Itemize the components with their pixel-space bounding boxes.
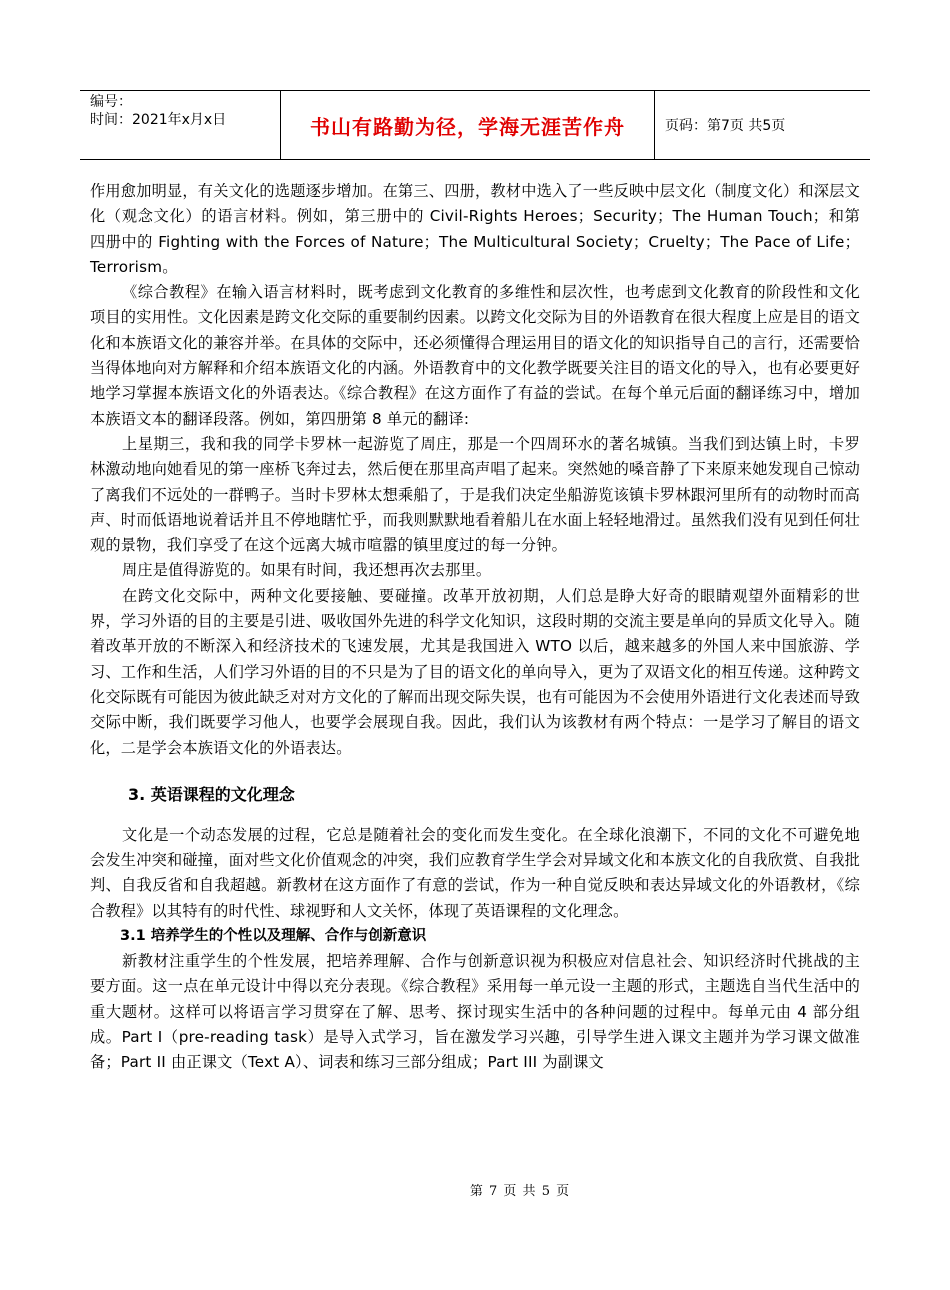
- header-page-cell: [655, 91, 870, 159]
- section-spacer: [90, 809, 860, 823]
- paragraph-5: 新教材注重学生的个性发展，把培养理解、合作与创新意识视为积极应对信息社会、知识经济时代挑战的主要方面。这一点在单元设计中得以充分表现。《综合教程》采用每一单元设一主题的形式，主题选自当代生活中的重大题材。这样可以将语言学习贯穿在了解、思考、探讨现实生活中的各种问题的过程中。每单元由 4 部分组成。Part I（pre-reading task）是导入式学习，旨在激发学习兴趣，引导学生进入课文主题并为学习课文做准备；Part II 由正课文（Text A）、词表和练习三部分组成；Part III 为副课文: [90, 952, 860, 1072]
- paragraph-2: 《综合教程》在输入语言材料时，既考虑到文化教育的多维性和层次性，也考虑到文化教育的阶段性和文化项目的实用性。文化因素是跨文化交际的重要制约因素。以跨文化交际为目的外语教育在很大程度上应是目的语文化和本族语文化的兼容并举。在具体的交际中，还必须懂得合理运用目的语文化的知识指导自己的言行，还需要恰当得体地向对方解释和介绍本族语文化的内涵。外语教育中的文化教学既要关注目的语文化的导入，也有必要更好地学习掌握本族语文化的外语表达。《综合教程》在这方面作了有益的尝试。在每个单元后面的翻译练习中，增加本族语文本的翻译段落。例如，第四册第 8 单元的翻译:: [90, 283, 860, 428]
- footer-page-number: 第 7 页 共 5 页: [469, 1184, 571, 1199]
- page-footer: [0, 1180, 950, 1199]
- header-motto-cell: [281, 91, 655, 159]
- header-table: [80, 90, 870, 160]
- subsection-heading-3-1: 3.1 培养学生的个性以及理解、合作与创新意识: [120, 928, 427, 945]
- paragraph-4: 文化是一个动态发展的过程，它总是随着社会的变化而发生变化。在全球化浪潮下，不同的文化不可避免地会发生冲突和碰撞，面对些文化价值观念的冲突，我们应教育学生学会对异域文化和本族文化的自我欣赏、自我批判、自我反省和自我超越。新教材在这方面作了有意的尝试，作为一种自觉反映和表达异域文化的外语教材，《综合教程》以其特有的时代性、球视野和人文关怀，体现了英语课程的文化理念。: [90, 825, 860, 920]
- paragraph-1: 作用愈加明显，有关文化的选题逐步增加。在第三、四册，教材中选入了一些反映中层文化（制度文化）和深层文化（观念文化）的语言材料。例如，第三册中的 Civil-Rights Heroes；Security；The Human Touch；和第四册中的 Fighting with the Forces of Nature；The Multicultural Society；Cruelty；The Pace of Life；Terrorism。: [90, 182, 860, 276]
- time-label: 时间：2021年x月x日: [90, 112, 227, 128]
- motto-text: 书山有路勤为径，学海无涯苦作舟: [310, 114, 625, 139]
- paragraph-zhouzhuang: 周庄是值得游览的。如果有时间，我还想再次去那里。: [122, 561, 492, 580]
- number-label: 编号：: [90, 94, 132, 110]
- paragraph-3: 在跨文化交际中，两种文化要接触、要碰撞。改革开放初期，人们总是睁大好奇的眼睛观望外面精彩的世界，学习外语的目的主要是引进、吸收国外先进的科学文化知识，这段时期的交流主要是单向的异质文化导入。随着改革开放的不断深入和经济技术的飞速发展，尤其是我国进入 WTO 以后，越来越多的外国人来中国旅游、学习、工作和生活，人们学习外语的目的不只是为了目的语文化的单向导入，更为了双语文化的相互传递。这种跨文化交际既有可能因为彼此缺乏对对方文化的了解而出现交际失误，也有可能因为不会使用外语进行文化表述而导致交际中断，我们既要学习他人，也要学会展现自我。因此，我们认为该教材有两个特点：一是学习了解目的语文化，二是学会本族语文化的外语表达。: [90, 586, 860, 757]
- header-meta-cell: [80, 91, 281, 159]
- paragraph-translation: 上星期三，我和我的同学卡罗林一起游览了周庄，那是一个四周环水的著名城镇。当我们到达镇上时，卡罗林激动地向她看见的第一座桥飞奔过去，然后便在那里高声唱了起来。突然她的嗓音静了下来原来她发现自己惊动了离我们不远处的一群鸭子。当时卡罗林太想乘船了，于是我们决定坐船游览该镇卡罗林跟河里所有的动物时而高声、时而低语地说着话并且不停地瞎忙乎，而我则默默地看着船儿在水面上轻轻地滑过。虽然我们没有见到任何壮观的景物，我们享受了在这个远离大城市喧嚣的镇里度过的每一分钟。: [90, 434, 860, 555]
- document-body: [90, 179, 860, 1076]
- page-info: 页码：第7页 共5页: [665, 118, 786, 134]
- section-heading-3: 3. 英语课程的文化理念: [128, 784, 295, 804]
